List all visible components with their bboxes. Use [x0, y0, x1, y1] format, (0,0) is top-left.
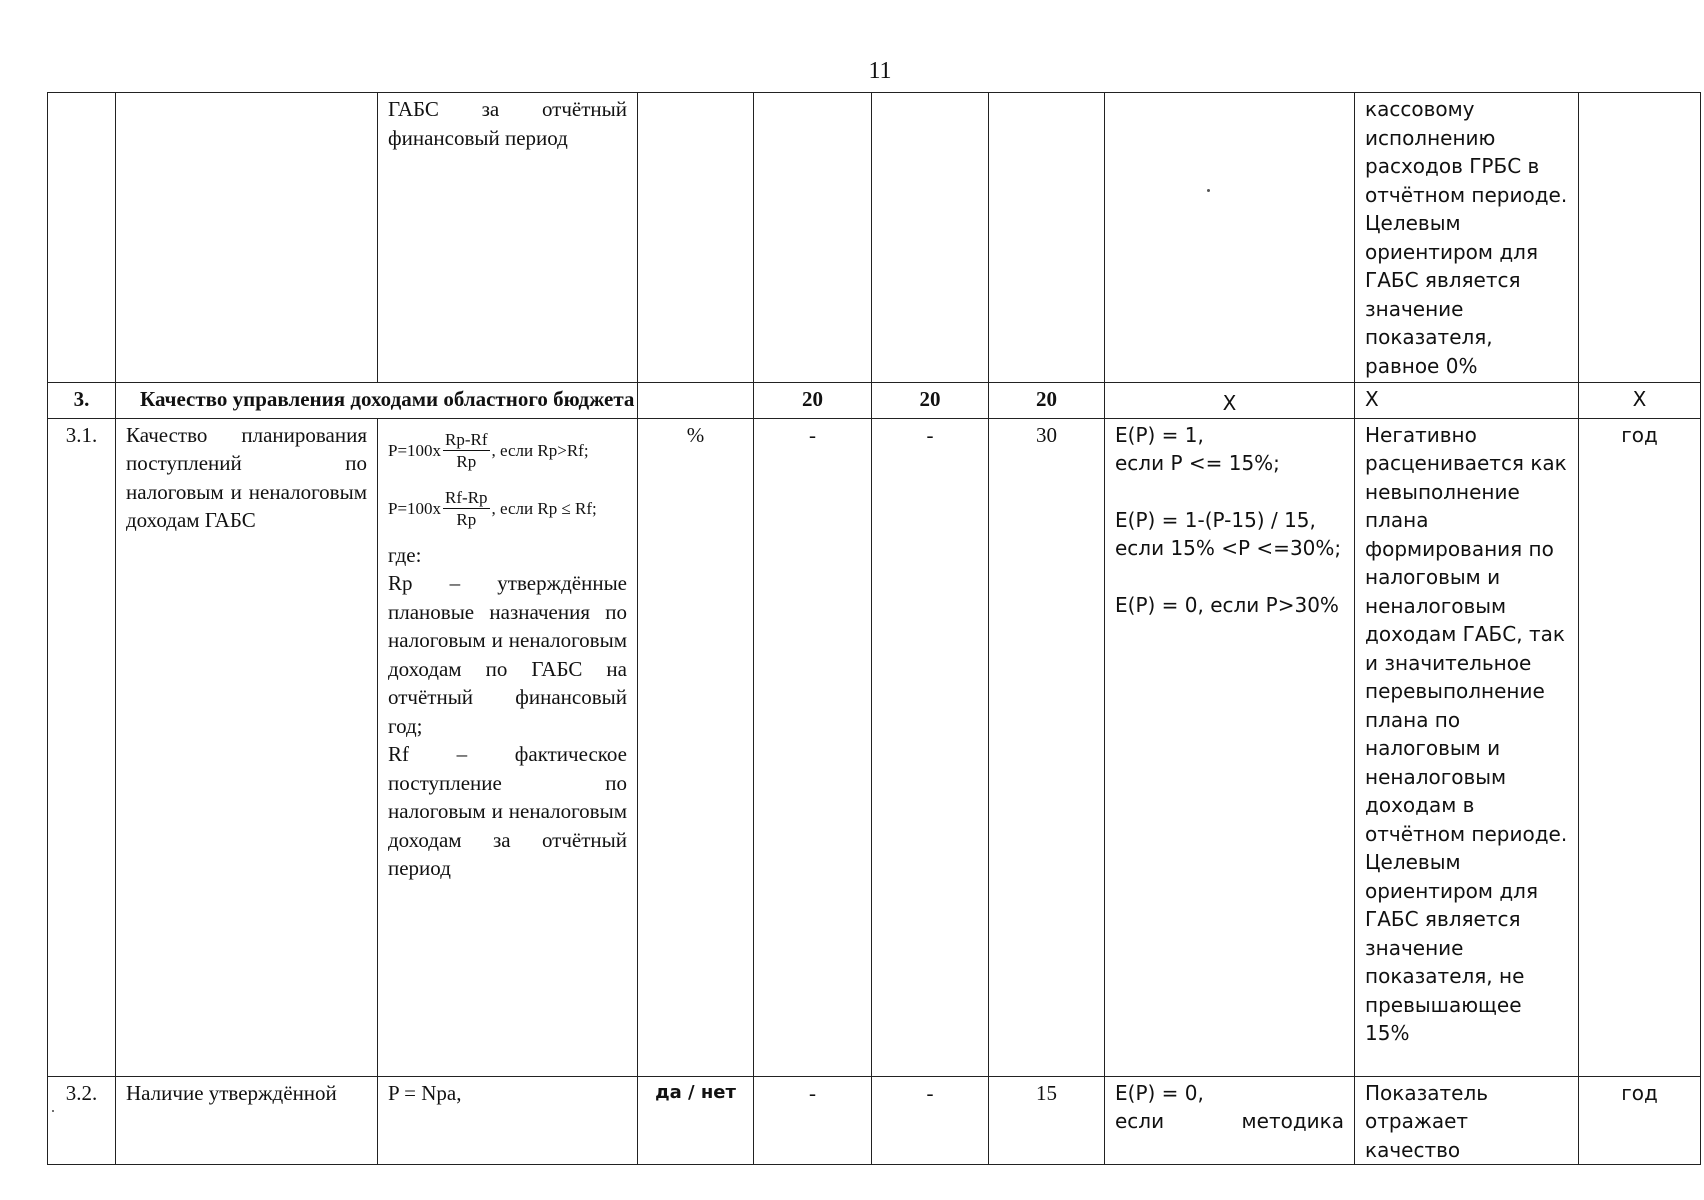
section-number: 3. [48, 383, 116, 419]
value-1-cell: - [754, 418, 872, 1076]
cell-weight-3 [989, 93, 1105, 383]
formula-cell: P = Npa, [378, 1076, 638, 1165]
value-1-cell: - [754, 1076, 872, 1165]
table-row-3-1 [48, 418, 1701, 1076]
comment-cell: Показатель отражает качество [1355, 1076, 1579, 1165]
cell-comment [1355, 93, 1579, 383]
cell-name [116, 93, 378, 383]
period-cell: год [1579, 1076, 1701, 1165]
value-2-cell: - [872, 418, 989, 1076]
row-number: 3.2. [48, 1076, 116, 1165]
formula-2-fraction [443, 489, 490, 529]
continuation-comment-text: кассовому исполнению расходов ГРБС в отчётном периоде. Целевым ориентиром для ГАБС является значение показателя, равное 0% [1365, 97, 1568, 378]
section-weight-1: 20 [754, 383, 872, 419]
table-row-section-3 [48, 383, 1701, 419]
indicator-name: Наличие утверждённой [116, 1076, 378, 1165]
formula-2 [388, 489, 627, 529]
section-weight-3: 20 [989, 383, 1105, 419]
table-row-3-2 [48, 1076, 1701, 1165]
section-weight-2: 20 [872, 383, 989, 419]
cell-evaluation [1105, 93, 1355, 383]
cell-weight-1 [754, 93, 872, 383]
formula-where: где: [388, 542, 422, 567]
eval-line-2a: E(P) = 1-(P-15) / 15, [1115, 507, 1316, 532]
row-number: 3.1. [48, 418, 116, 1076]
table-row-continuation [48, 93, 1701, 383]
eval-line-1b: если P <= 15%; [1115, 451, 1280, 475]
indicator-name: Качество планирования поступлений по налоговым и неналоговым доходам ГАБС [116, 418, 378, 1076]
formula-rp-description: Rp – утверждённые плановые назначения по налоговым и неналоговым доходам по ГАБС на отчётный финансовый год; [388, 571, 627, 738]
scan-speck [52, 1110, 54, 1112]
comment-cell: Негативно расценивается как невыполнение плана формирования по налоговым и неналоговым доходам ГАБС, так и значительное перевыполнение плана по налоговым и неналоговым доходам в отчётном периоде. Целевым ориентиром для ГАБС является значение показателя, не превышающее 15% [1355, 418, 1579, 1076]
formula-2-prefix: P=100x [388, 498, 442, 518]
formula-2-condition: , если Rp ≤ Rf; [491, 498, 597, 518]
eval-line-3: E(P) = 0, если P>30% [1115, 592, 1339, 617]
formula-2-denominator: Rp [456, 509, 477, 529]
cell-num [48, 93, 116, 383]
evaluation-cell [1105, 418, 1355, 1076]
formula-1-fraction [443, 431, 490, 471]
unit-cell: да / нет [638, 1076, 754, 1165]
formula-cell [378, 418, 638, 1076]
eval-line-a: E(P) = 0, [1115, 1080, 1204, 1105]
value-3-cell: 30 [989, 418, 1105, 1076]
section-period-x: Х [1579, 383, 1701, 419]
formula-1-denominator: Rp [456, 451, 477, 471]
formula-rf-description: Rf – фактическое поступление по налоговым и неналоговым доходам за отчётный период [388, 742, 627, 880]
value-3-cell: 15 [989, 1076, 1105, 1165]
formula-1-condition: , если Rp>Rf; [491, 440, 589, 460]
formula-2-numerator: Rf-Rp [445, 487, 488, 507]
formula-1-prefix: P=100x [388, 440, 442, 460]
scan-speck [1207, 189, 1210, 192]
eval-line-2b: если 15% <P <=30%; [1115, 536, 1342, 560]
page-number: 11 [868, 58, 892, 84]
evaluation-cell [1105, 1076, 1355, 1165]
cell-formula [378, 93, 638, 383]
cell-weight-2 [872, 93, 989, 383]
cell-period [1579, 93, 1701, 383]
section-title: Качество управления доходами областного бюджета [116, 383, 638, 419]
section-unit [638, 383, 754, 419]
unit-cell: % [638, 418, 754, 1076]
continuation-indicator-text: ГАБС за отчётный финансовый период [388, 97, 627, 150]
section-eval-x: Х [1105, 383, 1355, 419]
eval-line-1a: E(P) = 1, [1115, 422, 1204, 447]
formula-1 [388, 431, 627, 471]
formula-1-numerator: Rp-Rf [445, 429, 488, 449]
cell-unit [638, 93, 754, 383]
value-2-cell: - [872, 1076, 989, 1165]
section-comment-x: Х [1355, 383, 1579, 419]
rating-table [47, 92, 1701, 1165]
period-cell: год [1579, 418, 1701, 1076]
eval-line-b: если методика [1115, 1109, 1344, 1133]
